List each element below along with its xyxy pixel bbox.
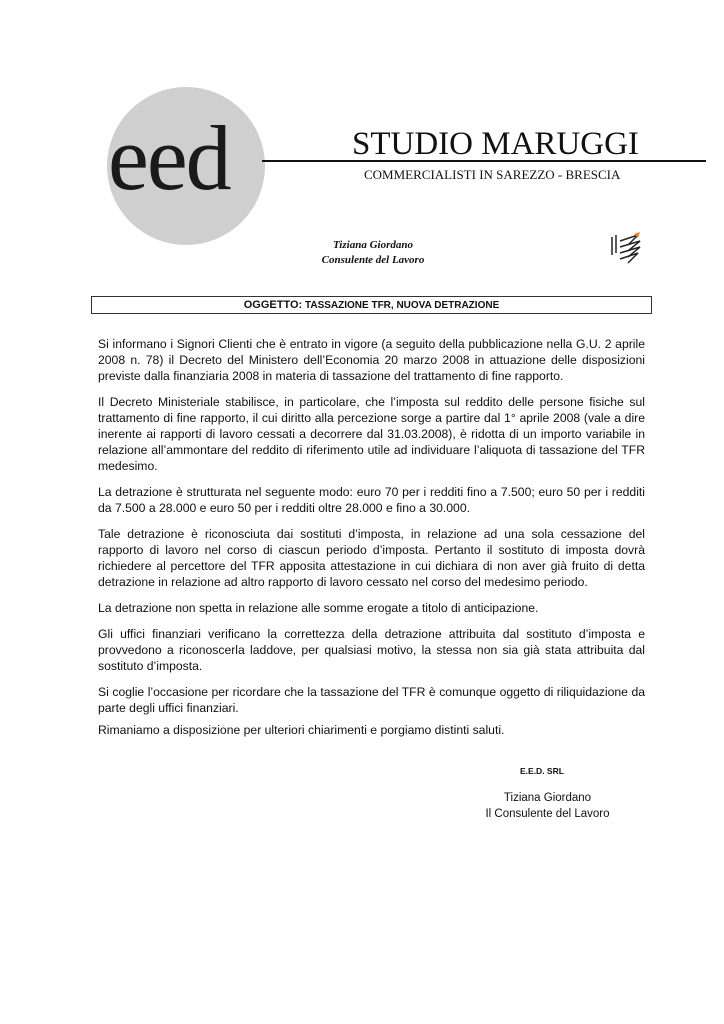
subject-box (91, 296, 652, 314)
signature-block (470, 790, 625, 822)
signer-role: Il Consulente del Lavoro (485, 808, 610, 820)
body-paragraph: Il Decreto Ministeriale stabilisce, in particolare, che l’imposta sul reddito delle persone fisiche sul trattamento di fine rapporto, il cui diritto alla percezione sorge a partire dal 1° aprile 2008 (vale a dire inerente ai rapporti di lavoro cessati a decorrere dal 31.03.2008), è ridotta di un importo variabile in relazione all’ammontare del reddito di riferimento utile ad individuare l’aliquota di tassazione del TFR medesimo. (98, 395, 645, 473)
studio-name: STUDIO MARUGGI (352, 126, 639, 162)
stacked-chevron-mark-icon (606, 231, 646, 267)
logo-text: eed (108, 107, 230, 209)
signer-name: Tiziana Giordano (503, 792, 592, 804)
body-paragraph: Si informano i Signori Clienti che è entrato in vigore (a seguito della pubblicazione nella G.U. 2 aprile 2008 n. 78) il Decreto del Ministero dell’Economia 20 marzo 2008 in attuazione delle disposizioni previste dalla finanziaria 2008 in materia di tassazione del trattamento di fine rapporto. (98, 337, 645, 383)
letter-body (98, 336, 645, 748)
consultant-block (250, 238, 496, 268)
consultant-name: Tiziana Giordano (333, 239, 413, 251)
subject-text: TASSAZIONE TFR, NUOVA DETRAZIONE (304, 300, 500, 311)
subject-label: OGGETTO: (243, 299, 303, 311)
body-paragraph: Gli uffici finanziari verificano la correttezza della detrazione attribuita dal sostituto d’imposta e provvedono a riconoscerla laddove, per qualsiasi motivo, la stessa non sia già stata attribuita dal sostituto d’imposta. (98, 627, 645, 673)
body-paragraph: Rimaniamo a disposizione per ulteriori chiarimenti e porgiamo distinti saluti. (98, 723, 505, 737)
body-paragraph: Si coglie l’occasione per ricordare che la tassazione del TFR è comunque oggetto di riliquidazione da parte degli uffici finanziari. (98, 685, 645, 715)
body-paragraph: La detrazione non spetta in relazione alle somme erogate a titolo di anticipazione. (98, 601, 539, 615)
company-name: E.E.D. SRL (520, 766, 564, 776)
consultant-role: Consulente del Lavoro (321, 254, 425, 266)
body-paragraph: La detrazione è strutturata nel seguente modo: euro 70 per i redditi fino a 7.500; euro 50 per i redditi da 7.500 a 28.000 e euro 50 per i redditi oltre 28.000 e fino a 30.000. (98, 485, 645, 515)
body-paragraph: Tale detrazione è riconosciuta dai sostituti d’imposta, in relazione ad una sola cessazione del rapporto di lavoro nel corso di ciascun periodo d’imposta. Pertanto il sostituto di imposta dovrà richiedere al percettore del TFR apposita attestazione in cui dichiara di non aver già fruito di detta detrazione in relazione ad altro rapporto di lavoro cessato nel corso del medesimo periodo. (98, 527, 645, 589)
studio-subtitle: COMMERCIALISTI IN SAREZZO - BRESCIA (364, 167, 621, 182)
